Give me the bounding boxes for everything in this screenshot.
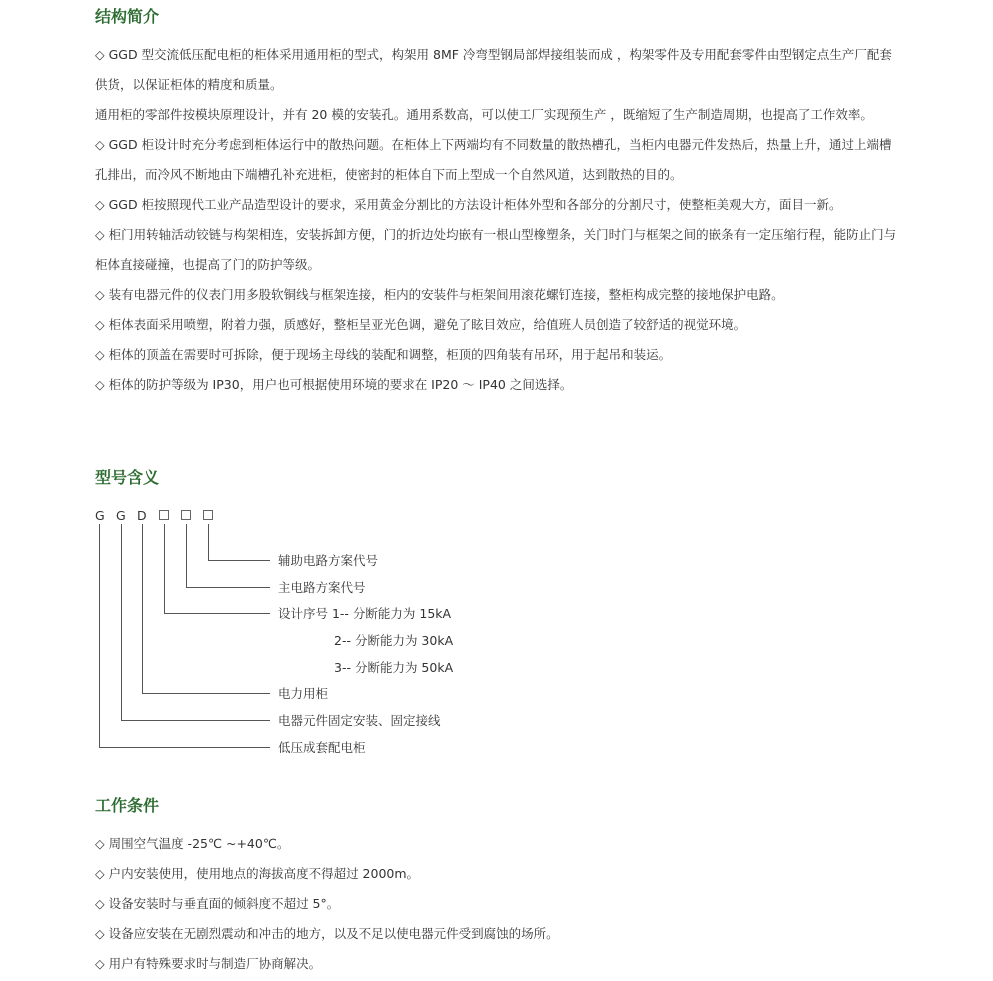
- legend-main-circuit: 主电路方案代号: [278, 580, 366, 595]
- leader-line: [142, 693, 270, 694]
- legend-low-voltage: 低压成套配电柜: [278, 740, 366, 755]
- leader-line: [99, 524, 100, 747]
- structure-paragraph: ◇ GGD 柜设计时充分考虑到柜体运行中的散热问题。在柜体上下两端均有不同数量的散热槽孔，当柜内电器元件发热后，热量上升，通过上端槽孔排出，而冷风不断地由下端槽孔补充进柜，使密封的柜体自下而上型成一个自然风道，达到散热的目的。: [95, 137, 892, 182]
- conditions-item: ◇ 设备安装时与垂直面的倾斜度不超过 5°。: [95, 896, 340, 911]
- conditions-item: ◇ 周围空气温度 -25℃ ~+40℃。: [95, 836, 290, 851]
- leader-line: [164, 524, 165, 613]
- leader-line: [164, 613, 270, 614]
- conditions-item: ◇ 设备应安装在无剧烈震动和冲击的地方，以及不足以使电器元件受到腐蚀的场所。: [95, 926, 559, 941]
- code-placeholder-box: [181, 510, 191, 520]
- leader-line: [186, 587, 270, 588]
- leader-line: [208, 524, 209, 560]
- leader-line: [208, 560, 270, 561]
- code-placeholder-box: [159, 510, 169, 520]
- leader-line: [99, 747, 270, 748]
- code-placeholder-box: [203, 510, 213, 520]
- structure-paragraph: ◇ 装有电器元件的仪表门用多股软铜线与框架连接，柜内的安装件与柜架间用滚花螺钉连接，整柜构成完整的接地保护电路。: [95, 287, 784, 302]
- structure-paragraph: ◇ GGD 型交流低压配电柜的柜体采用通用柜的型式，构架用 8MF 冷弯型钢局部焊接组装而成 ，构架零件及专用配套零件由型钢定点生产厂配套供货，以保证柜体的精度和质量。: [95, 47, 892, 92]
- structure-paragraph: ◇ 柜体的防护等级为 IP30，用户也可根据使用环境的要求在 IP20 ～ IP40 之间选择。: [95, 377, 573, 392]
- legend-design-serial-2: 2-- 分断能力为 30kA: [334, 633, 454, 648]
- legend-design-serial-3: 3-- 分断能力为 50kA: [334, 660, 454, 675]
- conditions-title: 工作条件: [95, 796, 160, 815]
- leader-line: [142, 524, 143, 693]
- conditions-item: ◇ 户内安装使用，使用地点的海拔高度不得超过 2000m。: [95, 866, 420, 881]
- structure-paragraph: 通用柜的零部件按模块原理设计，并有 20 模的安装孔。通用系数高，可以使工厂实现预生产 ，既缩短了生产制造周期，也提高了工作效率。: [95, 107, 873, 122]
- structure-paragraph: ◇ 柜门用转轴活动铰链与构架相连，安装拆卸方便，门的折边处均嵌有一根山型橡塑条，关门时门与框架之间的嵌条有一定压缩行程，能防止门与柜体直接碰撞，也提高了门的防护等级。: [95, 227, 897, 272]
- structure-paragraph: ◇ 柜体表面采用喷塑，附着力强，质感好，整柜呈亚光色调，避免了眩目效应，给值班人员创造了较舒适的视觉环境。: [95, 317, 747, 332]
- model-title: 型号含义: [95, 468, 160, 487]
- legend-design-serial: 设计序号 1-- 分断能力为 15kA: [278, 606, 452, 621]
- legend-power-cabinet: 电力用柜: [278, 686, 329, 701]
- structure-paragraph: ◇ 柜体的顶盖在需要时可拆除，便于现场主母线的装配和调整，柜顶的四角装有吊环，用于起吊和装运。: [95, 347, 672, 362]
- leader-line: [186, 524, 187, 587]
- conditions-item: ◇ 用户有特殊要求时与制造厂协商解决。: [95, 956, 322, 971]
- leader-line: [121, 524, 122, 720]
- code-letter-g1: G: [95, 508, 105, 523]
- legend-aux-circuit: 辅助电路方案代号: [278, 553, 379, 568]
- structure-paragraph: ◇ GGD 柜按照现代工业产品造型设计的要求，采用黄金分割比的方法设计柜体外型和各部分的分割尺寸，使整柜美观大方，面目一新。: [95, 197, 842, 212]
- structure-title: 结构简介: [95, 7, 160, 26]
- legend-fixed-install: 电器元件固定安装、固定接线: [278, 713, 441, 728]
- code-letter-g2: G: [116, 508, 126, 523]
- leader-line: [121, 720, 270, 721]
- code-letter-d: D: [137, 508, 147, 523]
